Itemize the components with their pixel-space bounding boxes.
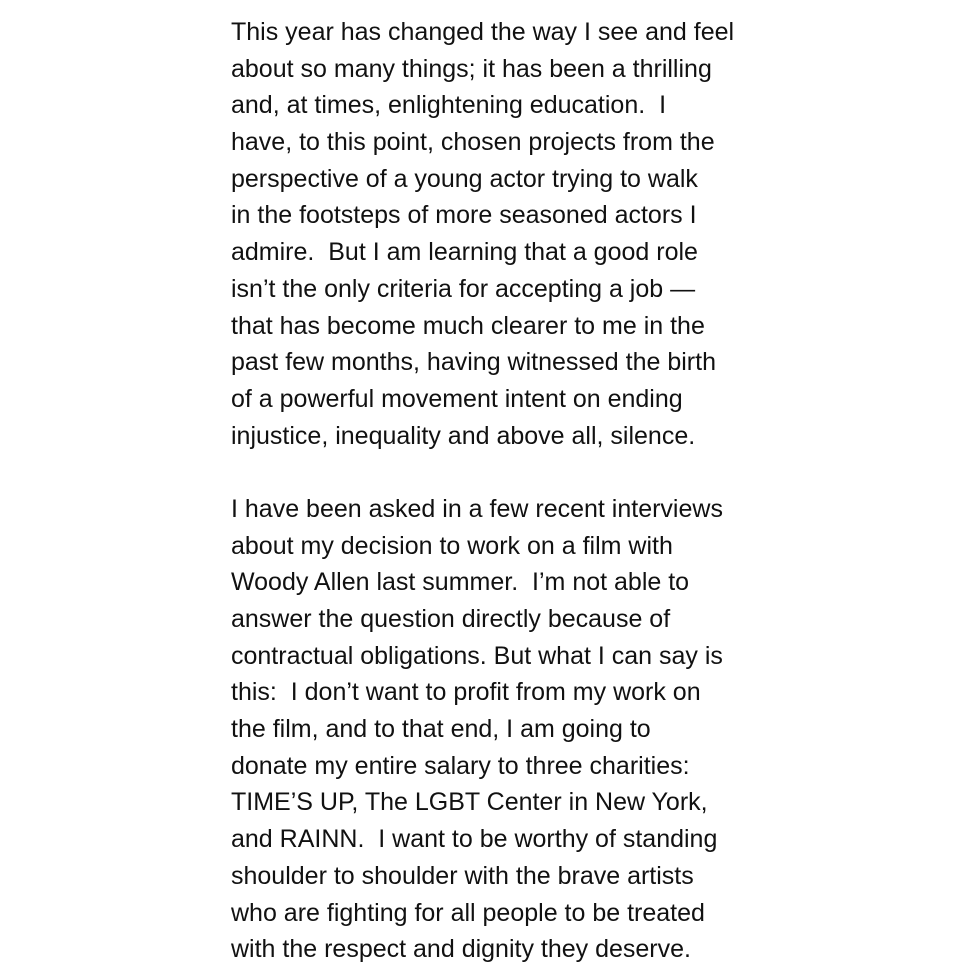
text-line: shoulder to shoulder with the brave artists <box>231 861 694 890</box>
text-line: about so many things; it has been a thrilling <box>231 54 712 83</box>
paragraph-2 <box>231 491 791 968</box>
paragraph-1 <box>231 14 791 454</box>
text-line: about my decision to work on a film with <box>231 531 673 560</box>
statement-text <box>231 14 791 968</box>
text-line: and, at times, enlightening education. I <box>231 91 667 120</box>
text-line: who are fighting for all people to be treated <box>231 898 705 927</box>
text-line: the film, and to that end, I am going to <box>231 715 651 744</box>
text-line: I have been asked in a few recent interviews <box>231 494 723 523</box>
text-line: Woody Allen last summer. I’m not able to <box>231 568 690 597</box>
text-line: that has become much clearer to me in the <box>231 311 705 340</box>
text-line: past few months, having witnessed the birth <box>231 348 716 377</box>
text-line: have, to this point, chosen projects from the <box>231 128 715 157</box>
text-line: TIME’S UP, The LGBT Center in New York, <box>231 788 708 817</box>
text-line: in the footsteps of more seasoned actors I <box>231 201 697 230</box>
text-line: admire. But I am learning that a good role <box>231 238 698 267</box>
text-line: perspective of a young actor trying to walk <box>231 164 698 193</box>
text-line: of a powerful movement intent on ending <box>231 384 683 413</box>
text-line: and RAINN. I want to be worthy of standing <box>231 825 718 854</box>
text-line: This year has changed the way I see and feel <box>231 18 735 46</box>
text-line: donate my entire salary to three charities: <box>231 751 690 780</box>
paragraph-spacer <box>231 454 791 491</box>
text-line: this: I don’t want to profit from my work on <box>231 678 701 707</box>
text-line: with the respect and dignity they deserve. <box>231 935 691 964</box>
text-line: injustice, inequality and above all, silence. <box>231 421 696 450</box>
text-line: contractual obligations. But what I can say is <box>231 641 723 670</box>
text-line: answer the question directly because of <box>231 605 671 633</box>
text-line: isn’t the only criteria for accepting a job — <box>231 274 696 303</box>
